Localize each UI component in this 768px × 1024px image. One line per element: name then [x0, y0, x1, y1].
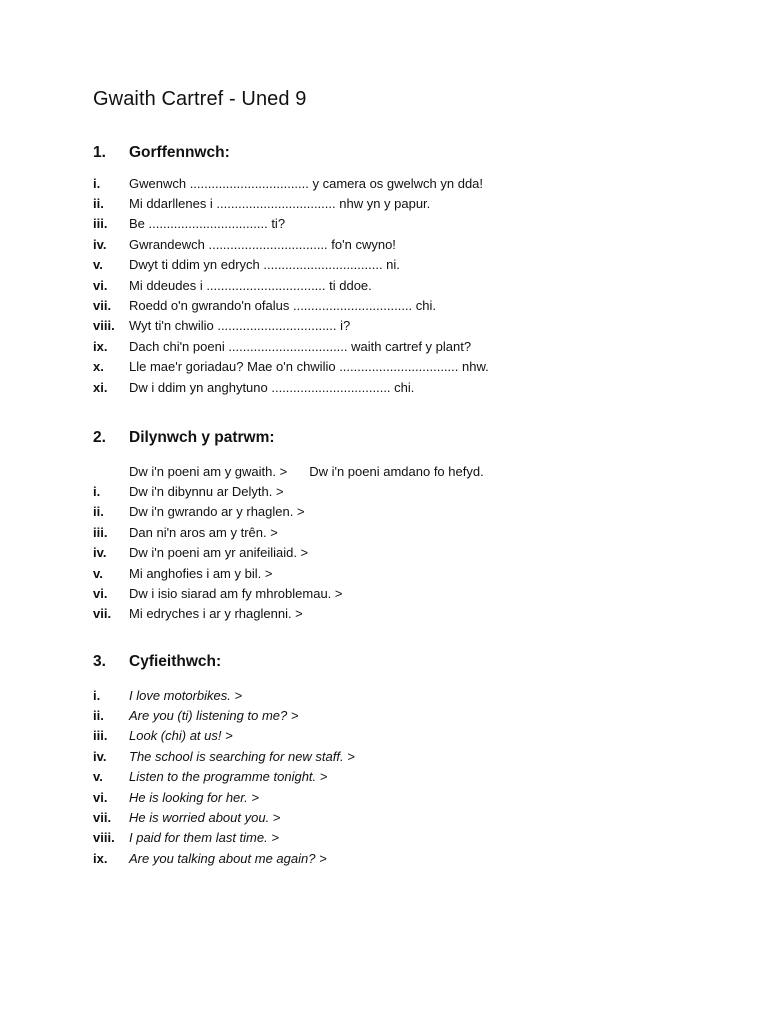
exercise-item — [93, 275, 713, 295]
exercise-item — [93, 481, 713, 501]
item-text: Dw i ddim yn anghytuno ................................. chi. — [129, 379, 415, 395]
item-text: Mi anghofies i am y bil. > — [129, 565, 273, 581]
exercise-item — [93, 848, 713, 868]
section-title: Cyfieithwch: — [129, 653, 222, 670]
item-number: vii. — [93, 606, 112, 622]
item-text: Dwyt ti ddim yn edrych ................................. ni. — [129, 257, 400, 273]
item-text: He is looking for her. > — [129, 789, 259, 805]
exercise-item — [93, 563, 713, 583]
item-number: vi. — [93, 586, 108, 602]
item-number: v. — [93, 565, 103, 581]
item-text: Dw i'n poeni am yr anifeiliaid. > — [129, 545, 309, 561]
example-prompt: Dw i'n poeni am y gwaith. > — [129, 463, 288, 479]
item-number: ii. — [93, 196, 104, 212]
section-number: 3. — [93, 653, 106, 670]
exercise-item — [93, 522, 713, 542]
exercise-item — [93, 807, 713, 827]
item-number: iv. — [93, 236, 107, 252]
item-number: iii. — [93, 216, 108, 232]
exercise-item — [93, 604, 713, 624]
section-number: 2. — [93, 429, 106, 446]
exercise-item — [93, 316, 713, 336]
item-text: Dw i'n gwrando ar y rhaglen. > — [129, 504, 305, 520]
item-text: Dw i'n dibynnu ar Delyth. > — [129, 484, 284, 500]
item-text: Are you talking about me again? > — [129, 850, 327, 866]
item-number: iv. — [93, 748, 107, 764]
exercise-item — [93, 193, 713, 213]
item-text: Wyt ti'n chwilio ................................. i? — [129, 318, 351, 334]
section-heading — [93, 141, 713, 165]
exercise-item — [93, 787, 713, 807]
exercise-item — [93, 377, 713, 397]
example-line — [93, 461, 713, 481]
item-number: v. — [93, 257, 103, 273]
item-text: He is worried about you. > — [129, 810, 281, 826]
item-number: i. — [93, 484, 101, 500]
item-text: Gwrandewch ................................. fo'n cwyno! — [129, 236, 396, 252]
example-answer: Dw i'n poeni amdano fo hefyd. — [309, 463, 484, 479]
item-text: Lle mae'r goriadau? Mae o'n chwilio ................................. nhw. — [129, 359, 489, 375]
exercise-list — [93, 173, 713, 397]
item-number: xi. — [93, 379, 108, 395]
item-number: i. — [93, 687, 101, 703]
exercise-item — [93, 767, 713, 787]
item-text: Mi ddeudes i ................................. ti ddoe. — [129, 277, 372, 293]
section-number: 1. — [93, 144, 106, 161]
item-number: iii. — [93, 524, 108, 540]
item-text: Mi ddarllenes i ................................. nhw yn y papur. — [129, 196, 431, 212]
section-cyfieithwch — [93, 650, 713, 869]
item-text: Listen to the programme tonight. > — [129, 769, 328, 785]
item-text: Mi edryches i ar y rhaglenni. > — [129, 606, 303, 622]
exercise-item — [93, 336, 713, 356]
section-dilynwch-y-patrwm — [93, 426, 713, 624]
item-number: ix. — [93, 338, 108, 354]
exercise-item — [93, 746, 713, 766]
section-gorffennwch — [93, 141, 713, 397]
exercise-item — [93, 502, 713, 522]
item-number: x. — [93, 359, 104, 375]
exercise-item — [93, 685, 713, 705]
item-text: The school is searching for new staff. > — [129, 748, 355, 764]
exercise-item — [93, 234, 713, 254]
item-text: Dan ni'n aros am y trên. > — [129, 524, 278, 540]
item-number: vi. — [93, 277, 108, 293]
item-number: i. — [93, 175, 101, 191]
item-text: Roedd o'n gwrando'n ofalus ................................. chi. — [129, 298, 436, 314]
item-text: Dach chi'n poeni ................................. waith cartref y plant? — [129, 338, 472, 354]
document-title: Gwaith Cartref - Uned 9 — [93, 88, 307, 110]
item-number: ii. — [93, 708, 104, 724]
exercise-item — [93, 255, 713, 275]
exercise-list — [93, 685, 713, 869]
item-number: vii. — [93, 298, 112, 314]
item-number: v. — [93, 769, 103, 785]
item-number: vi. — [93, 789, 108, 805]
section-title: Gorffennwch: — [129, 144, 230, 161]
item-number: ii. — [93, 504, 104, 520]
exercise-list — [93, 481, 713, 624]
exercise-item — [93, 295, 713, 315]
item-text: Are you (ti) listening to me? > — [129, 708, 299, 724]
item-number: iii. — [93, 728, 108, 744]
item-text: I love motorbikes. > — [129, 687, 243, 703]
exercise-item — [93, 357, 713, 377]
exercise-item — [93, 543, 713, 563]
item-text: Dw i isio siarad am fy mhroblemau. > — [129, 586, 343, 602]
item-text: Be ................................. ti? — [129, 216, 286, 232]
exercise-item — [93, 705, 713, 725]
item-number: iv. — [93, 545, 107, 561]
item-text: Look (chi) at us! > — [129, 728, 233, 744]
section-title: Dilynwch y patrwm: — [129, 429, 275, 446]
exercise-item — [93, 214, 713, 234]
section-heading — [93, 650, 713, 674]
item-number: vii. — [93, 810, 112, 826]
item-number: viii. — [93, 318, 115, 334]
item-number: viii. — [93, 830, 115, 846]
exercise-item — [93, 828, 713, 848]
exercise-item — [93, 726, 713, 746]
item-text: I paid for them last time. > — [129, 830, 279, 846]
item-text: Gwenwch ................................. y camera os gwelwch yn dda! — [129, 175, 484, 191]
exercise-item — [93, 173, 713, 193]
item-number: ix. — [93, 850, 108, 866]
section-heading — [93, 426, 713, 450]
exercise-item — [93, 583, 713, 603]
